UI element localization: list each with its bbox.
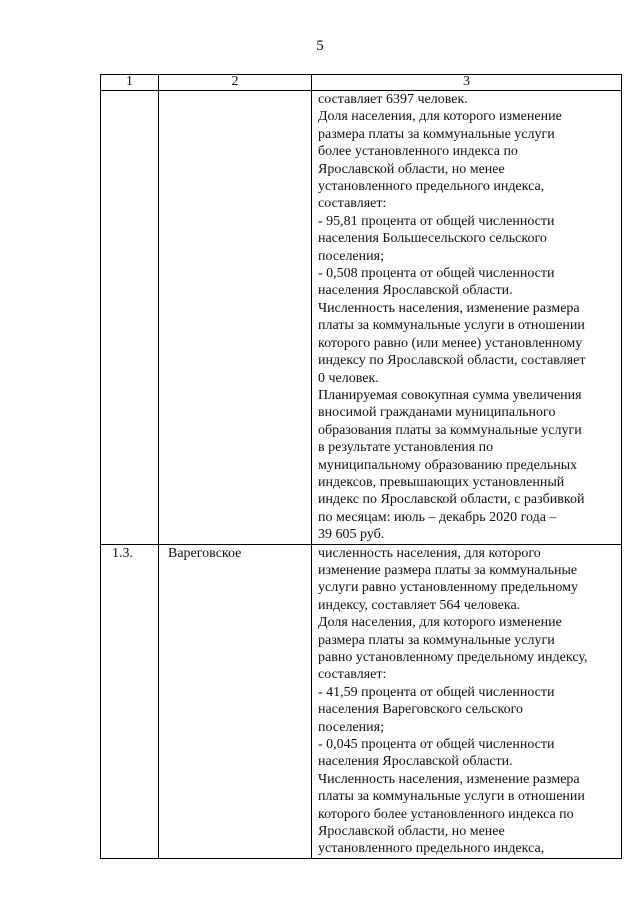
row-number-cell: 1.3. xyxy=(101,544,159,858)
text-line: индексу по Ярославской области, составляет xyxy=(318,353,586,369)
text-line: Планируемая совокупная сумма увеличения xyxy=(318,387,582,403)
text-line: - 0,508 процента от общей численности xyxy=(318,266,555,282)
text-line: Ярославской области, но менее xyxy=(318,824,505,840)
text-line: муниципальному образованию предельных xyxy=(318,457,578,473)
text-line: установленного предельного индекса, xyxy=(318,179,545,195)
page-number: 5 xyxy=(316,38,324,54)
text-line: размера платы за коммунальные услуги xyxy=(318,632,555,648)
column-header-2: 2 xyxy=(159,75,312,91)
text-line: индексов, превышающих установленный xyxy=(318,474,565,490)
text-line: в результате установления по xyxy=(318,440,494,456)
text-line: Численность населения, изменение размера xyxy=(318,771,580,787)
text-line: населения Ярославской области. xyxy=(318,283,513,299)
description-cell xyxy=(312,91,622,545)
column-header-3: 3 xyxy=(312,75,622,91)
text-line: индексу, составляет 564 человека. xyxy=(318,597,521,613)
text-line: Доля населения, для которого изменение xyxy=(318,615,562,631)
text-line: которого более установленного индекса по xyxy=(318,806,574,822)
text-line: поселения; xyxy=(318,248,384,264)
text-line: - 0,045 процента от общей численности xyxy=(318,737,555,753)
text-line: составляет: xyxy=(318,196,387,212)
column-header-1: 1 xyxy=(101,75,159,91)
text-line: - 95,81 процента от общей численности xyxy=(318,213,555,229)
table-header-row xyxy=(101,75,622,91)
text-line: платы за коммунальные услуги в отношении xyxy=(318,789,585,805)
data-table xyxy=(100,74,622,859)
text-line: образования платы за коммунальные услуги xyxy=(318,422,582,438)
text-line: - 41,59 процента от общей численности xyxy=(318,684,555,700)
text-line: Доля населения, для которого изменение xyxy=(318,109,562,125)
text-line: составляет 6397 человек. xyxy=(318,92,468,107)
settlement-name-cell: Вареговское xyxy=(159,544,312,858)
description-cell xyxy=(312,544,622,858)
text-line: поселения; xyxy=(318,719,384,735)
text-line: населения Ярославской области. xyxy=(318,754,513,770)
text-line: по месяцам: июль – декабрь 2020 года – xyxy=(318,509,557,525)
text-line: Ярославской области, но менее xyxy=(318,161,505,177)
text-line: изменение размера платы за коммунальные xyxy=(318,562,578,578)
text-line: размера платы за коммунальные услуги xyxy=(318,126,555,142)
text-line: Численность населения, изменение размера xyxy=(318,300,580,316)
text-line: более установленного индекса по xyxy=(318,144,518,160)
text-line: услуги равно установленному предельному xyxy=(318,580,578,596)
row-number-cell xyxy=(101,91,159,545)
text-line: 39 605 руб. xyxy=(318,527,385,543)
text-line: платы за коммунальные услуги в отношении xyxy=(318,318,585,334)
text-line: численность населения, для которого xyxy=(318,545,541,561)
text-line: 0 человек. xyxy=(318,370,379,386)
text-line: вносимой гражданами муниципального xyxy=(318,405,556,421)
settlement-name-cell xyxy=(159,91,312,545)
text-line: составляет: xyxy=(318,667,387,683)
text-line: индекс по Ярославской области, с разбивкой xyxy=(318,492,585,508)
text-line: равно установленному предельному индексу, xyxy=(318,650,588,665)
text-line: населения Вареговского сельского xyxy=(318,702,523,718)
table-row xyxy=(101,544,622,858)
text-line: которого равно (или менее) установленному xyxy=(318,335,583,351)
text-line: населения Большесельского сельского xyxy=(318,231,547,247)
table-row xyxy=(101,91,622,545)
text-line: установленного предельного индекса, xyxy=(318,841,545,857)
